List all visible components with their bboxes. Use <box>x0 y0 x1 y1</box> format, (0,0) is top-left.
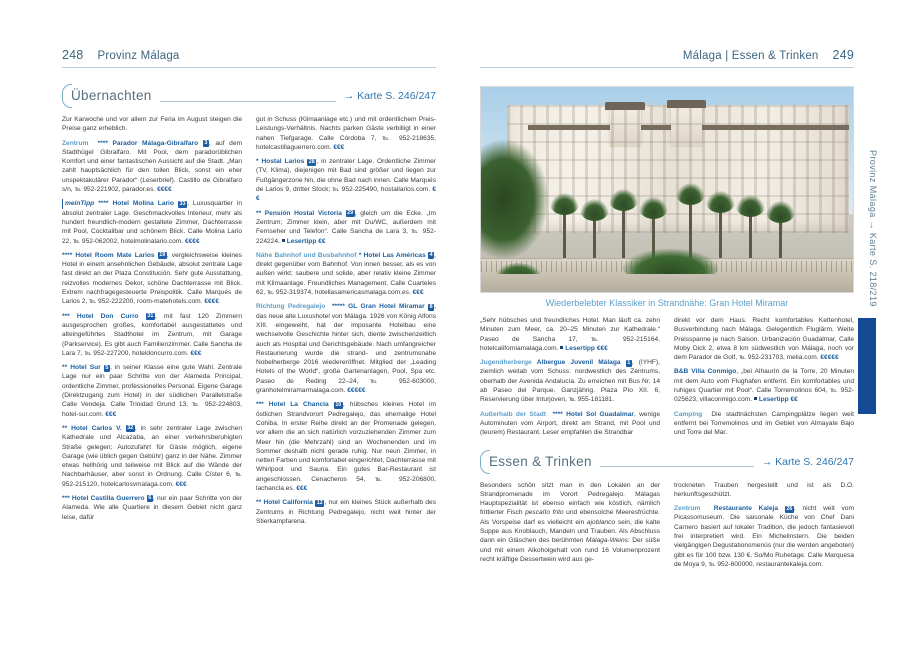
hotel-name: Hotel Castilla Guerrero <box>71 494 145 502</box>
stars: *** <box>62 494 70 502</box>
stars: **** <box>552 410 563 418</box>
entry-body: , gleich um die Ecke. „Im Zentrum; Zimmer klein, aber mit Du/WC, außerdem mit Fernseher und Telefon“. Calle Sancha de Lara 3, ℡ 952-224224. <box>256 209 436 245</box>
price-badge: €€ <box>790 396 798 404</box>
map-number-badge: 28 <box>308 158 315 165</box>
left-column-2 <box>256 115 436 526</box>
price-badge: €€€€€ <box>820 354 839 362</box>
entry-hotel-castilla-guerrero <box>62 494 242 522</box>
stars: ** <box>62 424 68 432</box>
map-number-badge: 4 <box>429 252 433 259</box>
price-badge: €€ <box>318 237 326 245</box>
stars: ***** <box>331 303 345 311</box>
map-number-badge: 29 <box>347 210 354 217</box>
stars: ** <box>256 499 262 507</box>
entry-body: , hübsches kleines Hotel im östlichen Strandvorort Pedregalejo, das ehemalige Hotel Cohiba. In erster Reihe direkt an der Promenade gelegen, vor allem die an sich natürlich vorzuziehenden Zimmer zum Meer hin (die Mehrzahl) sind an Wochenenden und im Sommer deshalb nicht gerade ruhig. Nur neun Zimmer, in netten Farben und komfortabel eingerichtet, Dachterrasse mit Whirlpool und Sauna. Ein gutes Bar-Restaurant ist angeschlossen. Cenacheros 54, ℡ 952-206800, lachancla.es. <box>256 401 436 492</box>
stars: * <box>358 251 362 259</box>
map-link-essen-trinken[interactable]: → Karte S. 246/247 <box>761 455 854 468</box>
side-tab-marker <box>858 318 876 414</box>
palm-tree <box>622 202 625 259</box>
bullet-square-icon <box>282 239 285 242</box>
section-title-wrap <box>480 453 598 471</box>
entry-hotel-carlos-v <box>62 424 242 489</box>
restaurant-name: Restaurante Kaleja <box>713 505 779 513</box>
mein-tipp-flag: meinTipp <box>62 199 94 208</box>
stars: * <box>256 158 259 166</box>
entry-body: , „bei Alhaurín de la Torre, 20 Minuten mit dem Auto vom Flughafen entfernt. Ein komfortables und ruhiges Quartier mit Pool“. Calle Torremolinos 604, ℡ 952-025623, villaconmigo.com. <box>674 368 854 404</box>
price-badge: €€€ <box>412 289 424 297</box>
area-label-bahnhof: Nähe Bahnhof und Busbahnhof <box>256 251 357 259</box>
entry-body: , wenige Autominuten vom Airport, direkt am Strand, mit Pool und (teurem) Restaurant. Leser empfahlen die Strandbar <box>480 410 661 437</box>
palm-tree <box>749 208 752 259</box>
hotel-name: Hotel La Chancla <box>268 401 329 409</box>
hotel-name: Hotel Sol Guadalmar <box>566 410 634 418</box>
entry-restaurante-kaleja <box>674 504 854 569</box>
map-number-badge: 33 <box>179 200 186 207</box>
map-number-badge: 1 <box>627 359 631 366</box>
section-rule <box>160 101 336 102</box>
price-badge: €€€ <box>596 344 608 352</box>
map-number-badge: 8 <box>429 303 433 310</box>
entry-body: , in sehr zentraler Lage zwischen Kathedrale und Alcazaba, an einer verkehrsberuhigten Straße gelegen; Autozufahrt für Gäste möglich, eigene Garage (wie üblich gegen Gebühr) ganz in der Nähe. Zimmer etwas hellhörig und teilweise mit Blick auf die Wände der Nachbarhäuser, aber sonst in Ordnung. Calle Císter 6, ℡ 952-215120, hotelcarlosvmalaga.com. <box>62 424 242 488</box>
running-head-title-right: Málaga | Essen & Trinken <box>682 50 819 62</box>
stars: **** <box>62 251 73 259</box>
map-number-badge: 26 <box>786 505 793 512</box>
section-rule <box>600 466 754 467</box>
tower-left <box>610 109 641 147</box>
stars: ** <box>62 364 68 372</box>
right-page <box>458 0 916 648</box>
entry-body: , nicht weit vom Picassomuseum. Die saisonale Küche von Chef Dani Carnero basiert auf lokaler Tradition, die jedoch fantasievoll frei interpretiert wird. Ein Michelinstern. Die beiden vielgängigen Degustationsmenüs (nur die werden angeboten) gibt es für 100 bzw. 130 €. So/Mo Ruhetage. Calle Marquesa de Moya 9, ℡ 952-600000, restaurantekaleja.com. <box>674 505 854 568</box>
area-label-zentrum: Zentrum <box>62 139 89 147</box>
figure-gran-hotel-miramar <box>480 86 854 308</box>
entry-body: , das neue alte Luxushotel von Málaga. 1926 von König Alfons XIII. eingeweiht, hat der imposante Hotelbau eine wechselvolle Geschichte hinter sich, diente zwischenzeitlich auch als Hospital und Gerichtsgebäude. Nach umfangreicher Restaurierung wurde die strand- und zentrumsnahe Nobelherberge 2016 wiedereröffnet. Mitglied der „Leading Hotels of the World“, große Gartenanlagen, Pool, Spa etc. Paseo de Reding 22–24, ℡ 952-603000, granhotelmiramarmalaga.com. <box>256 303 437 395</box>
area-label-ausserhalb: Außerhalb der Stadt <box>480 410 546 418</box>
entry-hostal-larios <box>256 157 436 203</box>
section-header-essen-trinken <box>480 452 854 472</box>
hotel-photo <box>480 86 854 293</box>
bullet-square-icon <box>560 346 563 349</box>
entry-hotel-california <box>256 498 436 526</box>
entry-hotel-sol-guadalmar <box>480 410 660 438</box>
foreground-ground <box>481 274 853 292</box>
intro-part-b: und ebensolche Meeresfrüchte. Als Vorspeise darf es vielleicht ein <box>480 509 660 526</box>
entry-body: , vergleichsweise kleines Hotel in einem ansehnlichen Gebäude, absolut zentrale Lage fast direkt an der Plaza Constitución. Sehr gute Ausstattung, reizvolles modernes Dekor, schöne Dachterrasse mit Blick. Extrem nachfragegesteuerte Preispolitik. Calle Marqués de Larios 2, ℡ 952-222200, room-matehotels.com. <box>62 251 242 306</box>
price-badge: €€€ <box>175 480 187 488</box>
map-number-badge: 6 <box>148 495 152 502</box>
price-badge: €€€ <box>296 484 308 492</box>
map-link-uebernachten[interactable]: → Karte S. 246/247 <box>343 90 436 102</box>
entry-body: , nur ein paar Schritte von der Alameda. Wie alle Quartiere in diesem Gebiet nicht ganz leise, dafür <box>62 494 243 521</box>
entry-body: , auf dem Stadthügel Gibralfaro. Mit Pool, dem paradorüblichen Komfort und einer fantastischen Aussicht auf die Stadt. „Man zahlt hauptsächlich für den tollen Blick, sonst ein eher unspektakulärer Parador“ (Leserbrief). Castillo de Gibralfaro s/n, ℡ 952-221902, parador.es. <box>62 139 242 194</box>
stars: **** <box>98 200 109 208</box>
left-column-1 <box>62 115 242 526</box>
price-badge: €€€€ <box>157 186 172 194</box>
entry-body: , mit fast 120 Zimmern ausgesprochen großes, komfortabel ausgestattetes und alteingeführtes Stadthotel im Zentrum, mit Garage (Parkservice). Es gibt auch Familienzimmer. Calle Sancha de Lara 7, ℡ 952-227200, hoteldoncurro.com. <box>62 312 242 357</box>
map-number-badge: 10 <box>335 401 342 408</box>
side-tab <box>854 0 916 648</box>
palm-tree <box>719 204 722 259</box>
lesertipp-flag: Lesertipp <box>565 344 595 352</box>
hotel-name: Hotel Las Américas <box>363 251 426 259</box>
map-number-badge: 3 <box>204 140 208 147</box>
stars: ** <box>256 209 262 217</box>
hotel-name: Hotel California <box>263 499 313 507</box>
italic-ajoblanco: ajoblanco <box>586 518 616 526</box>
folio-left: 248 <box>62 48 84 62</box>
entry-hotel-las-americas <box>256 251 436 297</box>
section-header-uebernachten <box>62 86 436 106</box>
entry-hotel-sur <box>62 363 242 419</box>
intro-part-c: sein, die kalte Suppe aus Knoblauch, Mandeln und Trauben. Als Abschluss dann ein Gläschen des berühmten <box>480 518 660 545</box>
hotel-name: Parador Málaga-Gibralfaro <box>112 139 199 147</box>
left-page-columns <box>62 115 436 526</box>
paragraph-intro: Zur Karwoche und vor allem zur Feria im August steigen die Preise ganz erheblich. <box>62 116 242 133</box>
entry-body: , in seiner Klasse eine gute Wahl. Zentrale Lage nur ein paar Schritte von der Alameda Principal, ordentliche Zimmer, professionelles Personal. Eigene Garage (Direktzugang zum Hotel) in der südlichen Parallelstraße Calle Vendeja. Calle Trinidad Grund 13, ℡ 952-224803, hotel-sur.com. <box>62 364 242 418</box>
palm-tree <box>593 212 596 259</box>
map-number-badge: 5 <box>105 364 109 371</box>
area-label-camping: Camping <box>674 410 703 418</box>
photo-caption: Wiederbelebter Klassiker in Strandnähe: Gran Hotel Miramar <box>545 298 789 308</box>
right-column-2 <box>674 316 854 438</box>
section-title-uebernachten: Übernachten <box>71 88 152 103</box>
hotel-name: Hotel Don Curro <box>76 312 139 320</box>
hotel-name: Pensión Hostal Victoria <box>264 209 342 217</box>
entry-body: direkt vor dem Haus. Recht komfortables Kettenhotel, Busverbindung nach Málaga. Gelegentlich Fluglärm. Weite Preisspanne je nach Saison. Urbanización Guadalmar, Calle Moby Dick 2, etwa 8 km südwestlich von Málaga, noch vor dem Parador de Golf, ℡ 952-231703, melia.com. <box>674 317 854 362</box>
running-head-right <box>480 48 854 68</box>
map-number-badge: 12 <box>316 499 323 506</box>
area-label-pedregalejo: Richtung Pedregalejo <box>256 303 326 311</box>
price-badge: €€€ <box>190 349 202 357</box>
entry-sol-guadalmar-continued <box>674 316 854 362</box>
entry-body: , direkt gegenüber vom Bahnhof. Von innen besser, als es von außen wirkt; saubere und solide, aber relativ kleine Zimmer mit Klimaanlage. Freundliches Management. Calle Cuarteles 62, ℡ 952-319374, hotellasamericasmalaga.com.es. <box>256 251 436 297</box>
section-title-wrap <box>62 87 158 105</box>
stars: *** <box>62 312 70 320</box>
entry-hotel-room-mate-larios <box>62 251 242 307</box>
map-number-badge: 32 <box>127 425 134 432</box>
side-tab-label: Provinz Málaga → Karte S. 218/219 <box>868 150 878 307</box>
entry-parador-malaga-gibralfaro <box>62 139 242 195</box>
price-badge: €€€€ <box>184 237 200 245</box>
bullet-square-icon <box>754 397 757 400</box>
entry-camping <box>674 410 854 438</box>
price-badge: €€€ <box>105 410 117 418</box>
entry-pension-hostal-victoria <box>256 209 436 246</box>
hotel-name: GL Gran Hotel Miramar <box>348 303 425 311</box>
entry-hotel-molina-lario <box>62 199 242 245</box>
right-page-columns-bottom <box>480 481 854 570</box>
hostel-name: Albergue Juvenil Málaga <box>536 359 621 367</box>
section-title-essen-trinken: Essen & Trinken <box>489 453 592 469</box>
entry-body: , (IYHF), ziemlich weitab vom Schuss: nordwestlich des Zentrums, oberhalb der Avenida Andalucía. Zu erreichen mit Bus Nr. 14 ab Paseo del Parque. Ganzjährig. Plaza Pío XII. 6, Reservierung über Inturjoven, ℡ 955-181181. <box>480 359 660 404</box>
palm-tree <box>563 206 566 259</box>
entry-hotel-california-continued <box>480 316 660 353</box>
hotel-name: Hotel Sur <box>70 364 101 372</box>
italic-malaga-weins: Málaga-Weins <box>585 537 628 545</box>
area-label-jugendherberge: Jugendherberge <box>480 359 532 367</box>
right-page-columns-top <box>480 316 854 438</box>
roofline <box>528 125 850 130</box>
running-head-title-left: Provinz Málaga <box>97 50 180 62</box>
entry-body: , in zentraler Lage. Ordentliche Zimmer (TV, Klima), diejenigen mit Bad sind größer und liegen zur Fußgängerzone hin, die ohne Bad nach innen. Calle Marqués de Larios 9, dritter Stock; ℡ 952-225490, hostallarios.com. <box>256 158 436 194</box>
italic-pescaito-frito: pescaíto frito <box>525 509 564 517</box>
entry-body: gut in Schuss (Klimaanlage etc.) und mit ordentlichem Preis-Leistungs-Verhältnis. Nachts parken Gäste verbilligt in einer nahen Tiefgarage. Calle Córdoba 7, ℡ 952-218635, hotelcastillaguerrero.com. <box>256 116 436 151</box>
entry-castilla-guerrero-continued <box>256 115 436 152</box>
hotel-name: Hotel Carlos V. <box>71 424 122 432</box>
tree-left <box>480 140 548 259</box>
entry-body: „Sehr hübsches und freundliches Hotel. Man läuft ca. zehn Minuten zum Meer, ca. 20–25 Minuten zur Kathedrale.“ Paseo de Sancha 17, ℡ 952-215164, hotelcaliforniamalaga.com. <box>480 317 660 352</box>
folio-right: 249 <box>832 48 854 62</box>
palm-tree <box>779 214 782 259</box>
price-badge: €€ <box>256 186 436 203</box>
right-column-3 <box>480 481 660 570</box>
area-label-zentrum: Zentrum <box>674 505 701 513</box>
entry-bb-villa-conmigo <box>674 367 854 404</box>
entry-albergue-juvenil-malaga <box>480 358 660 404</box>
intro-part-a: Besonders schön sitzt man in den Lokalen an der Strandpromenade im Vorort Pedregalejo. Málagas Hauptspezialität ist ebenso einfach wie köstlich, nämlich frittierter Fisch <box>480 481 660 517</box>
stars: **** <box>97 139 108 147</box>
entry-hotel-la-chancla <box>256 400 436 493</box>
entry-body: , Luxusquartier in absolut zentraler Lage. Geschmackvolles Interieur, mehr als hundert freundlich-modern gestaltete Zimmer, Dachterrasse mit Pool, Cocktailbar und schönem Blick. Calle Molina Lario 22, ℡ 952-062002, hotelmolinalario.com. <box>62 200 242 245</box>
tower-right <box>671 107 702 148</box>
paragraph-essen-intro-continued: trockneten Trauben hergestellt und ist als D.O. herkunftsgeschützt. <box>674 481 854 498</box>
map-number-badge: 31 <box>147 313 154 320</box>
price-badge: €€€€ <box>204 298 220 306</box>
hotel-name: B&B Villa Conmigo <box>674 368 737 376</box>
lesertipp-flag: Lesertipp <box>758 396 789 404</box>
map-number-badge: 19 <box>159 252 166 259</box>
running-head-left <box>62 48 436 68</box>
price-badge: €€€ <box>333 143 345 151</box>
lesertipp-flag: Lesertipp <box>286 237 317 245</box>
entry-hotel-don-curro <box>62 312 242 358</box>
right-column-1 <box>480 316 660 438</box>
hotel-name: Hotel Room Mate Larios <box>75 251 155 259</box>
entry-body: , nur ein kleines Stück außerhalb des Zentrums in Richtung Pedregalejo, nicht weit hinter der Stierkampfarena. <box>256 499 437 525</box>
entry-body: Die stadtnächsten Campingplätze liegen weit entfernt bei Torremolinos und im Gebiet von Almayate Bajo und Torre del Mar. <box>674 410 854 437</box>
paragraph-essen-intro <box>480 481 660 565</box>
stars: *** <box>256 401 264 409</box>
hotel-name: Hotel Molina Lario <box>112 200 174 208</box>
right-column-4 <box>674 481 854 570</box>
entry-gl-gran-hotel-miramar <box>256 302 436 395</box>
intro-part-d: : Der süße und mit einem Alkoholgehalt von rund 16 Volumenprozent recht kräftige Dessertwein wird aus ge- <box>480 537 661 563</box>
hotel-name: Hostal Larios <box>261 158 305 166</box>
price-badge: €€€€€ <box>347 387 366 395</box>
